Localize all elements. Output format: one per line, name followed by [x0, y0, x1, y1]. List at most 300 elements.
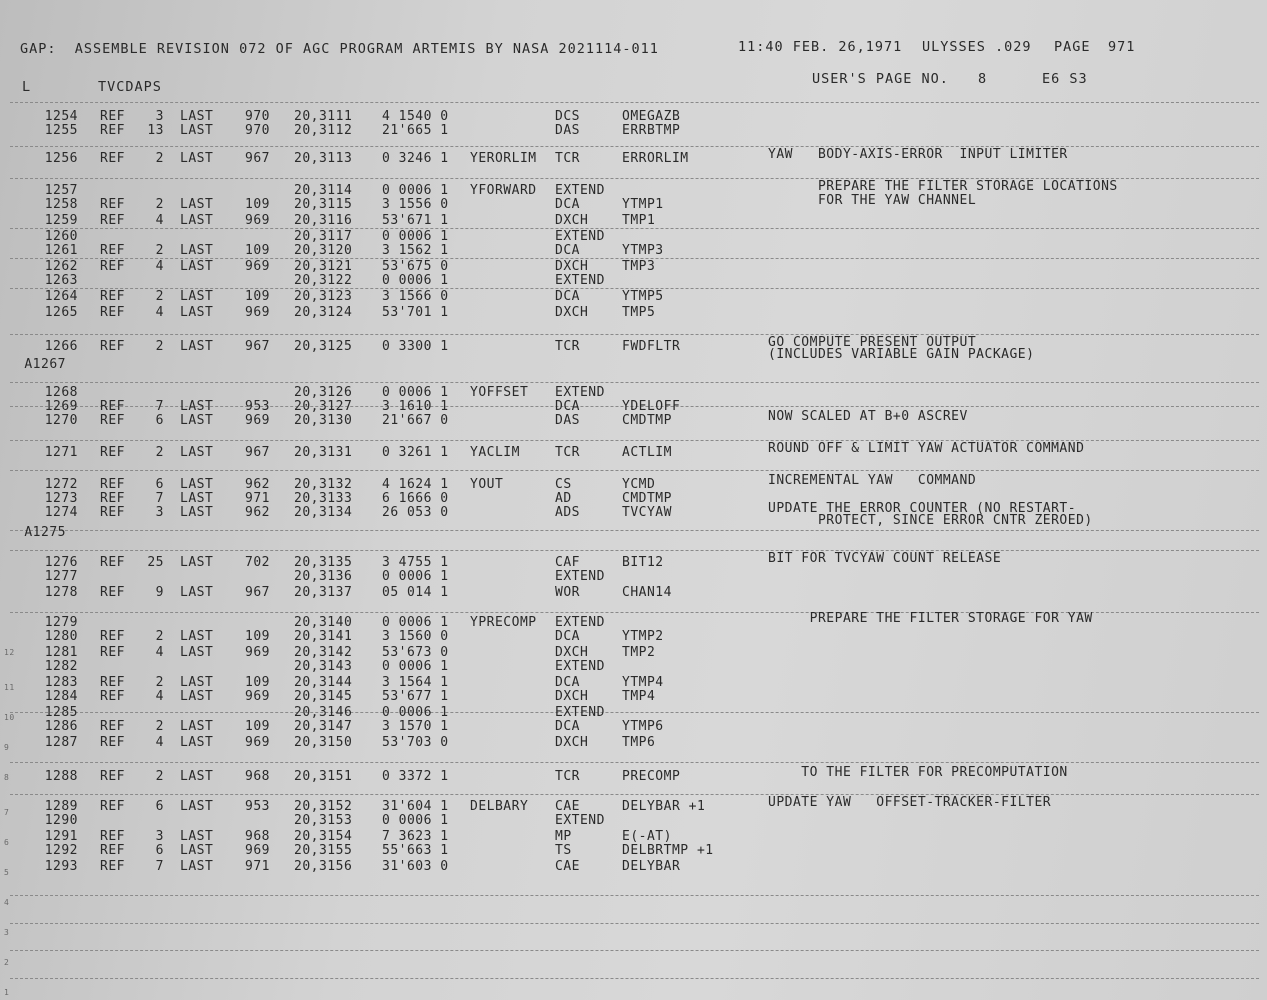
cell-line: 1269: [44, 399, 78, 414]
cell-last: LAST: [180, 843, 214, 858]
cell-last: LAST: [180, 399, 214, 414]
cell-op: EXTEND: [555, 615, 605, 630]
cell-ref: REF: [100, 413, 125, 428]
rule-line: [10, 794, 1259, 795]
cell-ref: REF: [100, 491, 125, 506]
cell-lastn: 109: [245, 675, 270, 690]
cell-code: 0 0006 1: [382, 385, 449, 400]
cell-last: LAST: [180, 769, 214, 784]
cell-code: 3 1610 1: [382, 399, 449, 414]
cell-refn: 7: [155, 859, 164, 874]
cell-lastn: 969: [245, 689, 270, 704]
cell-addr: 20,3147: [294, 719, 353, 734]
cell-arg: ERRBTMP: [622, 123, 681, 138]
cell-code: 53'677 1: [382, 689, 449, 704]
cell-op: EXTEND: [555, 813, 605, 828]
cell-op: DXCH: [555, 305, 589, 320]
cell-addr: 20,3136: [294, 569, 353, 584]
cell-arg: ERRORLIM: [622, 151, 689, 166]
cell-addr: 20,3130: [294, 413, 353, 428]
cell-addr: 20,3134: [294, 505, 353, 520]
cell-last: LAST: [180, 413, 214, 428]
cell-op: DCA: [555, 675, 580, 690]
rule-line: [10, 762, 1259, 763]
cell-addr: 20,3126: [294, 385, 353, 400]
cell-addr: 20,3142: [294, 645, 353, 660]
cell-lastn: 962: [245, 505, 270, 520]
margin-mark: 8: [4, 773, 10, 782]
cell-line: 1280: [44, 629, 78, 644]
cell-code: 0 0006 1: [382, 569, 449, 584]
cell-refn: 4: [155, 259, 164, 274]
cell-ref: REF: [100, 799, 125, 814]
cell-lastn: 967: [245, 151, 270, 166]
cell-lastn: 969: [245, 213, 270, 228]
cell-arg: FWDFLTR: [622, 339, 681, 354]
cell-comment: PREPARE THE FILTER STORAGE FOR YAW: [768, 611, 1093, 626]
cell-last: LAST: [180, 305, 214, 320]
listing-title: GAP: ASSEMBLE REVISION 072 OF AGC PROGRAM ARTEMIS BY NASA 2021114-011: [20, 41, 659, 57]
cell-addr: 20,3117: [294, 229, 353, 244]
margin-mark: 6: [4, 838, 10, 847]
cell-comment: YAW BODY-AXIS-ERROR INPUT LIMITER: [768, 147, 1068, 162]
cell-code: 53'675 0: [382, 259, 449, 274]
cell-line: 1283: [44, 675, 78, 690]
cell-line: A1275: [24, 525, 66, 540]
cell-lastn: 109: [245, 197, 270, 212]
cell-last: LAST: [180, 629, 214, 644]
rule-line: [10, 712, 1259, 713]
cell-refn: 7: [155, 399, 164, 414]
rule-line: [10, 470, 1259, 471]
cell-addr: 20,3155: [294, 843, 353, 858]
cell-op: DCA: [555, 243, 580, 258]
cell-code: 0 3261 1: [382, 445, 449, 460]
cell-label: YOFFSET: [470, 385, 529, 400]
cell-addr: 20,3132: [294, 477, 353, 492]
cell-line: A1267: [24, 357, 66, 372]
cell-op: DXCH: [555, 689, 589, 704]
rule-line: [10, 950, 1259, 951]
cell-code: 0 0006 1: [382, 183, 449, 198]
margin-mark: 5: [4, 868, 10, 877]
cell-last: LAST: [180, 645, 214, 660]
cell-line: 1258: [44, 197, 78, 212]
cell-addr: 20,3127: [294, 399, 353, 414]
cell-arg: YTMP4: [622, 675, 664, 690]
cell-ref: REF: [100, 769, 125, 784]
cell-addr: 20,3144: [294, 675, 353, 690]
cell-line: 1261: [44, 243, 78, 258]
cell-comment: ROUND OFF & LIMIT YAW ACTUATOR COMMAND: [768, 441, 1085, 456]
page-number: 971: [1108, 39, 1136, 55]
cell-ref: REF: [100, 829, 125, 844]
cell-refn: 2: [155, 629, 164, 644]
cell-last: LAST: [180, 197, 214, 212]
cell-lastn: 969: [245, 413, 270, 428]
cell-arg: BIT12: [622, 555, 664, 570]
cell-lastn: 969: [245, 735, 270, 750]
rule-line: [10, 550, 1259, 551]
cell-line: 1274: [44, 505, 78, 520]
cell-line: 1287: [44, 735, 78, 750]
cell-refn: 2: [155, 769, 164, 784]
cell-line: 1265: [44, 305, 78, 320]
cell-code: 0 0006 1: [382, 659, 449, 674]
cell-line: 1282: [44, 659, 78, 674]
cell-last: LAST: [180, 689, 214, 704]
cell-arg: YDELOFF: [622, 399, 681, 414]
cell-last: LAST: [180, 829, 214, 844]
cell-refn: 9: [155, 585, 164, 600]
cell-lastn: 971: [245, 491, 270, 506]
cell-code: 4 1540 0: [382, 109, 449, 124]
cell-last: LAST: [180, 555, 214, 570]
cell-addr: 20,3123: [294, 289, 353, 304]
cell-refn: 7: [155, 491, 164, 506]
rule-line: [10, 382, 1259, 383]
cell-op: ADS: [555, 505, 580, 520]
cell-lastn: 109: [245, 719, 270, 734]
cell-op: EXTEND: [555, 183, 605, 198]
cell-addr: 20,3116: [294, 213, 353, 228]
cell-line: 1262: [44, 259, 78, 274]
cell-op: DXCH: [555, 259, 589, 274]
cell-comment: FOR THE YAW CHANNEL: [768, 193, 977, 208]
cell-arg: TMP6: [622, 735, 656, 750]
cell-lastn: 969: [245, 843, 270, 858]
cell-op: DXCH: [555, 735, 589, 750]
cell-comment: PROTECT, SINCE ERROR CNTR ZEROED): [768, 513, 1093, 528]
cell-line: 1278: [44, 585, 78, 600]
cell-ref: REF: [100, 197, 125, 212]
cell-ref: REF: [100, 719, 125, 734]
cell-line: 1293: [44, 859, 78, 874]
cell-op: CAE: [555, 799, 580, 814]
cell-line: 1263: [44, 273, 78, 288]
cell-refn: 3: [155, 829, 164, 844]
cell-op: AD: [555, 491, 572, 506]
cell-ref: REF: [100, 243, 125, 258]
cell-line: 1254: [44, 109, 78, 124]
cell-op: EXTEND: [555, 385, 605, 400]
cell-addr: 20,3145: [294, 689, 353, 704]
cell-refn: 4: [155, 305, 164, 320]
cell-code: 3 1556 0: [382, 197, 449, 212]
cell-ref: REF: [100, 859, 125, 874]
cell-addr: 20,3111: [294, 109, 353, 124]
cell-arg: YTMP2: [622, 629, 664, 644]
cell-op: TS: [555, 843, 572, 858]
cell-lastn: 969: [245, 645, 270, 660]
cell-line: 1257: [44, 183, 78, 198]
cell-addr: 20,3154: [294, 829, 353, 844]
cell-lastn: 967: [245, 585, 270, 600]
cell-arg: DELYBAR: [622, 859, 681, 874]
cell-line: 1266: [44, 339, 78, 354]
cell-code: 0 3372 1: [382, 769, 449, 784]
cell-ref: REF: [100, 477, 125, 492]
cell-ref: REF: [100, 585, 125, 600]
cell-comment: INCREMENTAL YAW COMMAND: [768, 473, 977, 488]
cell-ref: REF: [100, 843, 125, 858]
cell-ref: REF: [100, 735, 125, 750]
cell-arg: DELBRTMP +1: [622, 843, 714, 858]
cell-line: 1259: [44, 213, 78, 228]
cell-line: 1273: [44, 491, 78, 506]
cell-op: CS: [555, 477, 572, 492]
cell-op: DCA: [555, 629, 580, 644]
rule-line: [10, 923, 1259, 924]
cell-lastn: 962: [245, 477, 270, 492]
cell-code: 31'603 0: [382, 859, 449, 874]
margin-mark: 9: [4, 743, 10, 752]
cell-arg: DELYBAR +1: [622, 799, 706, 814]
cell-refn: 2: [155, 445, 164, 460]
cell-addr: 20,3141: [294, 629, 353, 644]
cell-op: DXCH: [555, 645, 589, 660]
cell-arg: TMP4: [622, 689, 656, 704]
cell-line: 1270: [44, 413, 78, 428]
cell-line: 1264: [44, 289, 78, 304]
cell-last: LAST: [180, 259, 214, 274]
cell-op: EXTEND: [555, 705, 605, 720]
cell-code: 26 053 0: [382, 505, 449, 520]
cell-lastn: 969: [245, 305, 270, 320]
cell-ref: REF: [100, 445, 125, 460]
margin-mark: 3: [4, 928, 10, 937]
cell-line: 1268: [44, 385, 78, 400]
cell-code: 55'663 1: [382, 843, 449, 858]
cell-code: 4 1624 1: [382, 477, 449, 492]
cell-comment: GO COMPUTE PRESENT OUTPUT: [768, 335, 977, 350]
cell-code: 6 1666 0: [382, 491, 449, 506]
cell-code: 3 1562 1: [382, 243, 449, 258]
l-label: L: [22, 79, 32, 95]
cell-refn: 4: [155, 689, 164, 704]
cell-code: 0 3300 1: [382, 339, 449, 354]
cell-refn: 13: [147, 123, 164, 138]
cell-ref: REF: [100, 555, 125, 570]
cell-lastn: 970: [245, 123, 270, 138]
margin-mark: 2: [4, 958, 10, 967]
cell-arg: TMP3: [622, 259, 656, 274]
e6-s3-mark: E6 S3: [1042, 71, 1088, 87]
cell-comment: UPDATE THE ERROR COUNTER (NO RESTART-: [768, 501, 1077, 516]
cell-arg: CMDTMP: [622, 491, 672, 506]
cell-code: 0 0006 1: [382, 615, 449, 630]
cell-addr: 20,3140: [294, 615, 353, 630]
cell-label: YPRECOMP: [470, 615, 537, 630]
cell-arg: YTMP3: [622, 243, 664, 258]
cell-refn: 3: [155, 505, 164, 520]
cell-arg: YTMP5: [622, 289, 664, 304]
cell-op: WOR: [555, 585, 580, 600]
cell-code: 0 3246 1: [382, 151, 449, 166]
cell-comment: TO THE FILTER FOR PRECOMPUTATION: [768, 765, 1068, 780]
rule-line: [10, 102, 1259, 103]
cell-refn: 4: [155, 645, 164, 660]
cell-addr: 20,3112: [294, 123, 353, 138]
margin-mark: 4: [4, 898, 10, 907]
cell-arg: YCMD: [622, 477, 656, 492]
cell-op: CAF: [555, 555, 580, 570]
cell-ref: REF: [100, 339, 125, 354]
cell-ref: REF: [100, 675, 125, 690]
cell-arg: TMP2: [622, 645, 656, 660]
cell-ref: REF: [100, 109, 125, 124]
cell-line: 1271: [44, 445, 78, 460]
cell-lastn: 967: [245, 445, 270, 460]
cell-addr: 20,3135: [294, 555, 353, 570]
cell-last: LAST: [180, 719, 214, 734]
cell-addr: 20,3131: [294, 445, 353, 460]
cell-code: 53'671 1: [382, 213, 449, 228]
cell-addr: 20,3156: [294, 859, 353, 874]
cell-addr: 20,3114: [294, 183, 353, 198]
cell-ref: REF: [100, 123, 125, 138]
cell-refn: 2: [155, 719, 164, 734]
cell-refn: 2: [155, 339, 164, 354]
cell-last: LAST: [180, 123, 214, 138]
cell-last: LAST: [180, 289, 214, 304]
cell-arg: E(-AT): [622, 829, 672, 844]
cell-code: 0 0006 1: [382, 273, 449, 288]
rule-line: [10, 334, 1259, 335]
cell-lastn: 971: [245, 859, 270, 874]
cell-ref: REF: [100, 289, 125, 304]
cell-ref: REF: [100, 213, 125, 228]
cell-line: 1255: [44, 123, 78, 138]
cell-label: YOUT: [470, 477, 504, 492]
cell-refn: 4: [155, 735, 164, 750]
cell-arg: YTMP6: [622, 719, 664, 734]
cell-label: DELBARY: [470, 799, 529, 814]
cell-addr: 20,3137: [294, 585, 353, 600]
cell-addr: 20,3146: [294, 705, 353, 720]
cell-addr: 20,3143: [294, 659, 353, 674]
cell-arg: PRECOMP: [622, 769, 681, 784]
cell-op: DCS: [555, 109, 580, 124]
cell-op: TCR: [555, 339, 580, 354]
cell-last: LAST: [180, 243, 214, 258]
cell-op: DXCH: [555, 213, 589, 228]
cell-op: TCR: [555, 151, 580, 166]
cell-last: LAST: [180, 213, 214, 228]
cell-code: 53'673 0: [382, 645, 449, 660]
cell-addr: 20,3120: [294, 243, 353, 258]
cell-lastn: 953: [245, 399, 270, 414]
cell-label: YERORLIM: [470, 151, 537, 166]
margin-mark: 10: [4, 713, 15, 722]
margin-mark: 7: [4, 808, 10, 817]
users-page-number: 8: [978, 71, 988, 87]
cell-ref: REF: [100, 305, 125, 320]
page-label: PAGE: [1054, 39, 1091, 55]
cell-code: 3 1560 0: [382, 629, 449, 644]
cell-last: LAST: [180, 735, 214, 750]
cell-op: CAE: [555, 859, 580, 874]
cell-arg: OMEGAZB: [622, 109, 681, 124]
cell-code: 21'667 0: [382, 413, 449, 428]
cell-refn: 6: [155, 799, 164, 814]
cell-arg: TMP5: [622, 305, 656, 320]
cell-op: TCR: [555, 445, 580, 460]
cell-lastn: 968: [245, 829, 270, 844]
cell-code: 31'604 1: [382, 799, 449, 814]
cell-addr: 20,3153: [294, 813, 353, 828]
cell-refn: 25: [147, 555, 164, 570]
cell-addr: 20,3124: [294, 305, 353, 320]
cell-comment: NOW SCALED AT B+0 ASCREV: [768, 409, 968, 424]
cell-label: YACLIM: [470, 445, 520, 460]
cell-op: DCA: [555, 399, 580, 414]
cell-lastn: 967: [245, 339, 270, 354]
cell-last: LAST: [180, 505, 214, 520]
cell-code: 7 3623 1: [382, 829, 449, 844]
cell-refn: 2: [155, 243, 164, 258]
cell-line: 1289: [44, 799, 78, 814]
cell-last: LAST: [180, 109, 214, 124]
cell-addr: 20,3122: [294, 273, 353, 288]
cell-line: 1290: [44, 813, 78, 828]
margin-mark: 11: [4, 683, 15, 692]
cell-line: 1277: [44, 569, 78, 584]
cell-arg: CMDTMP: [622, 413, 672, 428]
cell-addr: 20,3115: [294, 197, 353, 212]
cell-ref: REF: [100, 259, 125, 274]
cell-arg: ACTLIM: [622, 445, 672, 460]
cell-lastn: 968: [245, 769, 270, 784]
cell-code: 0 0006 1: [382, 229, 449, 244]
rule-line: [10, 146, 1259, 147]
listing-timestamp: 11:40 FEB. 26,1971: [738, 39, 903, 55]
cell-arg: TMP1: [622, 213, 656, 228]
cell-refn: 6: [155, 843, 164, 858]
cell-refn: 4: [155, 213, 164, 228]
cell-code: 21'665 1: [382, 123, 449, 138]
cell-op: DAS: [555, 123, 580, 138]
cell-refn: 2: [155, 197, 164, 212]
cell-last: LAST: [180, 445, 214, 460]
cell-line: 1285: [44, 705, 78, 720]
cell-op: DCA: [555, 719, 580, 734]
cell-refn: 2: [155, 289, 164, 304]
cell-code: 05 014 1: [382, 585, 449, 600]
cell-addr: 20,3113: [294, 151, 353, 166]
rule-line: [10, 228, 1259, 229]
cell-last: LAST: [180, 151, 214, 166]
cell-code: 3 1570 1: [382, 719, 449, 734]
cell-line: 1284: [44, 689, 78, 704]
cell-line: 1292: [44, 843, 78, 858]
cell-line: 1288: [44, 769, 78, 784]
cell-refn: 6: [155, 413, 164, 428]
cell-code: 0 0006 1: [382, 813, 449, 828]
cell-ref: REF: [100, 689, 125, 704]
section-name: TVCDAPS: [98, 79, 162, 95]
cell-ref: REF: [100, 399, 125, 414]
cell-line: 1272: [44, 477, 78, 492]
cell-last: LAST: [180, 799, 214, 814]
cell-addr: 20,3152: [294, 799, 353, 814]
cell-ref: REF: [100, 645, 125, 660]
cell-ref: REF: [100, 629, 125, 644]
cell-refn: 3: [155, 109, 164, 124]
cell-line: 1291: [44, 829, 78, 844]
cell-addr: 20,3150: [294, 735, 353, 750]
cell-last: LAST: [180, 585, 214, 600]
